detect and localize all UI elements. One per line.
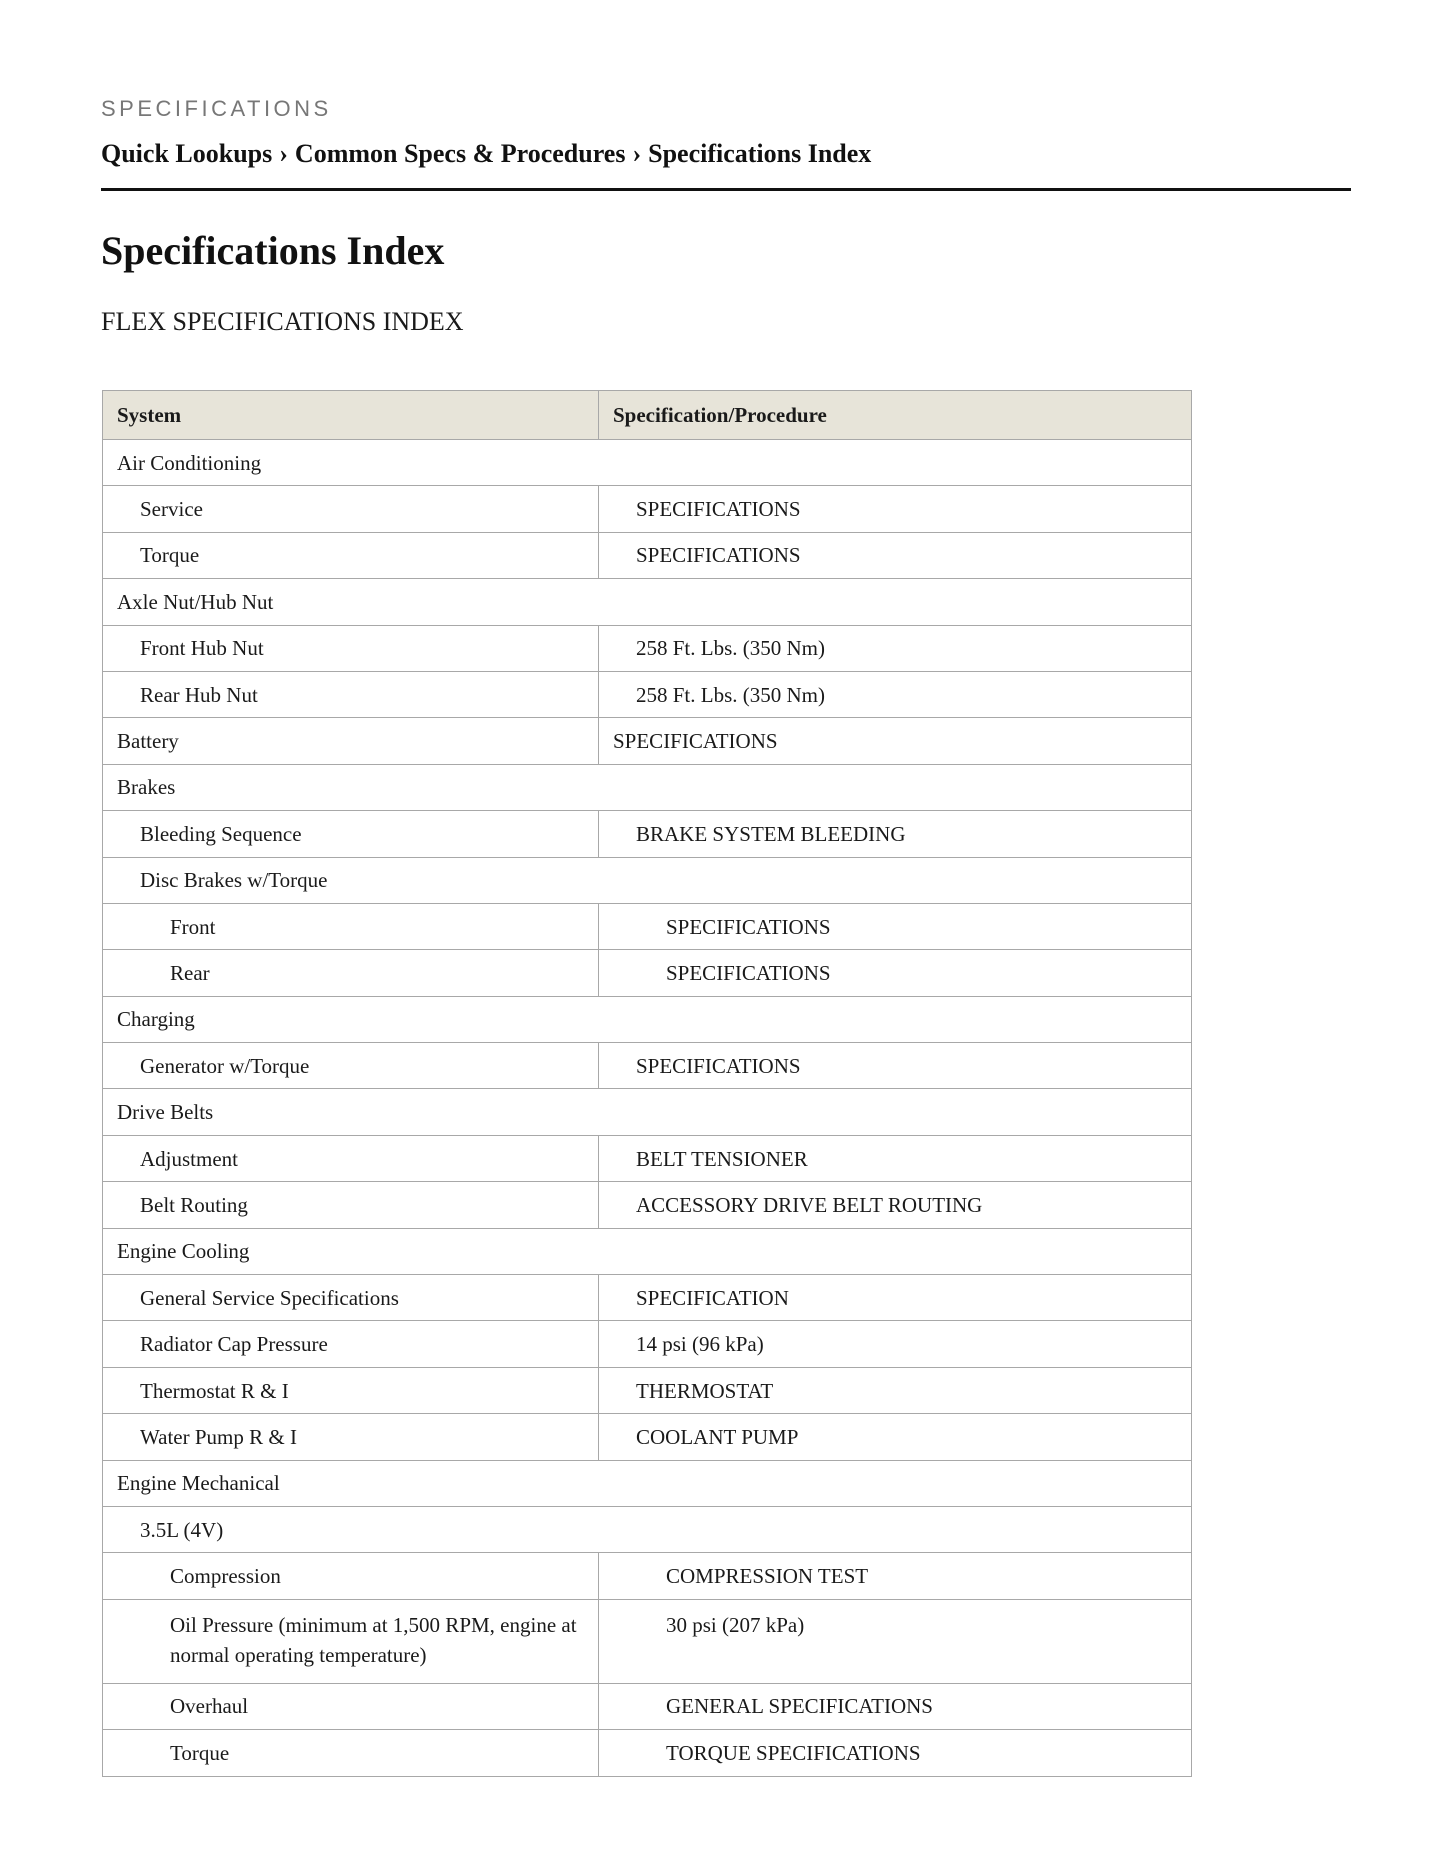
- system-cell: Front: [103, 903, 599, 949]
- spec-cell: 14 psi (96 kPa): [599, 1321, 1192, 1367]
- spec-cell[interactable]: BRAKE SYSTEM BLEEDING: [599, 811, 1192, 857]
- specifications-table: [102, 390, 1192, 1777]
- table-group-row: [103, 440, 1192, 486]
- spec-cell: 258 Ft. Lbs. (350 Nm): [599, 625, 1192, 671]
- system-cell: Torque: [103, 1730, 599, 1776]
- system-group-cell: Charging: [103, 996, 1192, 1042]
- spec-cell[interactable]: BELT TENSIONER: [599, 1135, 1192, 1181]
- system-cell: Oil Pressure (minimum at 1,500 RPM, engine at normal operating temperature): [103, 1599, 599, 1683]
- spec-cell[interactable]: SPECIFICATIONS: [599, 1043, 1192, 1089]
- system-cell: Torque: [103, 532, 599, 578]
- system-group-cell: Axle Nut/Hub Nut: [103, 579, 1192, 625]
- table-row: [103, 1367, 1192, 1413]
- spec-cell[interactable]: SPECIFICATIONS: [599, 486, 1192, 532]
- breadcrumb-item-common-specs[interactable]: Common Specs & Procedures: [294, 139, 626, 168]
- system-cell: Service: [103, 486, 599, 532]
- spec-cell[interactable]: SPECIFICATIONS: [599, 718, 1192, 764]
- spec-cell[interactable]: SPECIFICATIONS: [599, 950, 1192, 996]
- table-group-row: [103, 1089, 1192, 1135]
- page-title: Specifications Index: [101, 228, 445, 273]
- table-row: [103, 718, 1192, 764]
- table-row: [103, 903, 1192, 949]
- breadcrumb-separator: ›: [279, 139, 288, 168]
- table-row: [103, 625, 1192, 671]
- breadcrumb-separator: ›: [632, 139, 642, 168]
- column-header-spec: Specification/Procedure: [599, 391, 1192, 440]
- table-row: [103, 1553, 1192, 1599]
- table-group-row: [103, 996, 1192, 1042]
- table-row: [103, 532, 1192, 578]
- page-subtitle: FLEX SPECIFICATIONS INDEX: [101, 307, 464, 336]
- table-group-row: [103, 1228, 1192, 1274]
- table-header-row: [103, 391, 1192, 440]
- system-cell: Rear: [103, 950, 599, 996]
- system-group-cell: Disc Brakes w/Torque: [103, 857, 1192, 903]
- system-group-cell: Brakes: [103, 764, 1192, 810]
- table-row: [103, 1414, 1192, 1460]
- spec-cell[interactable]: COMPRESSION TEST: [599, 1553, 1192, 1599]
- table-group-row: [103, 1460, 1192, 1506]
- breadcrumb-item-quick-lookups[interactable]: Quick Lookups: [101, 139, 273, 168]
- system-cell: Rear Hub Nut: [103, 671, 599, 717]
- system-cell: Water Pump R & I: [103, 1414, 599, 1460]
- system-group-cell: 3.5L (4V): [103, 1506, 1192, 1552]
- breadcrumb: [101, 138, 871, 170]
- system-cell: Overhaul: [103, 1683, 599, 1729]
- breadcrumb-item-current: Specifications Index: [648, 139, 872, 168]
- spec-cell: 30 psi (207 kPa): [599, 1599, 1192, 1683]
- spec-cell[interactable]: SPECIFICATIONS: [599, 532, 1192, 578]
- table-row: [103, 1135, 1192, 1181]
- system-group-cell: Engine Mechanical: [103, 1460, 1192, 1506]
- spec-cell[interactable]: ACCESSORY DRIVE BELT ROUTING: [599, 1182, 1192, 1228]
- table-row: [103, 1599, 1192, 1683]
- table-group-row: [103, 579, 1192, 625]
- system-cell: Compression: [103, 1553, 599, 1599]
- section-label: SPECIFICATIONS: [101, 96, 332, 121]
- spec-cell[interactable]: COOLANT PUMP: [599, 1414, 1192, 1460]
- table-row: [103, 1321, 1192, 1367]
- spec-cell[interactable]: SPECIFICATIONS: [599, 903, 1192, 949]
- system-group-cell: Air Conditioning: [103, 440, 1192, 486]
- table-body: [103, 440, 1192, 1777]
- table-group-row: [103, 1506, 1192, 1552]
- column-header-system: System: [103, 391, 599, 440]
- table-row: [103, 1275, 1192, 1321]
- spec-cell: 258 Ft. Lbs. (350 Nm): [599, 671, 1192, 717]
- system-cell: Battery: [103, 718, 599, 764]
- table-row: [103, 1730, 1192, 1776]
- header-divider: [101, 188, 1351, 191]
- table-row: [103, 1182, 1192, 1228]
- system-cell: Belt Routing: [103, 1182, 599, 1228]
- table-row: [103, 486, 1192, 532]
- table-group-row: [103, 764, 1192, 810]
- system-cell: Bleeding Sequence: [103, 811, 599, 857]
- system-group-cell: Engine Cooling: [103, 1228, 1192, 1274]
- table-row: [103, 1043, 1192, 1089]
- system-cell: Thermostat R & I: [103, 1367, 599, 1413]
- table-group-row: [103, 857, 1192, 903]
- system-cell: Front Hub Nut: [103, 625, 599, 671]
- spec-cell[interactable]: SPECIFICATION: [599, 1275, 1192, 1321]
- table-row: [103, 811, 1192, 857]
- table-row: [103, 950, 1192, 996]
- system-cell: Adjustment: [103, 1135, 599, 1181]
- spec-cell[interactable]: TORQUE SPECIFICATIONS: [599, 1730, 1192, 1776]
- spec-cell[interactable]: THERMOSTAT: [599, 1367, 1192, 1413]
- system-cell: Radiator Cap Pressure: [103, 1321, 599, 1367]
- system-cell: Generator w/Torque: [103, 1043, 599, 1089]
- table-row: [103, 671, 1192, 717]
- spec-cell[interactable]: GENERAL SPECIFICATIONS: [599, 1683, 1192, 1729]
- system-group-cell: Drive Belts: [103, 1089, 1192, 1135]
- system-cell: General Service Specifications: [103, 1275, 599, 1321]
- table-row: [103, 1683, 1192, 1729]
